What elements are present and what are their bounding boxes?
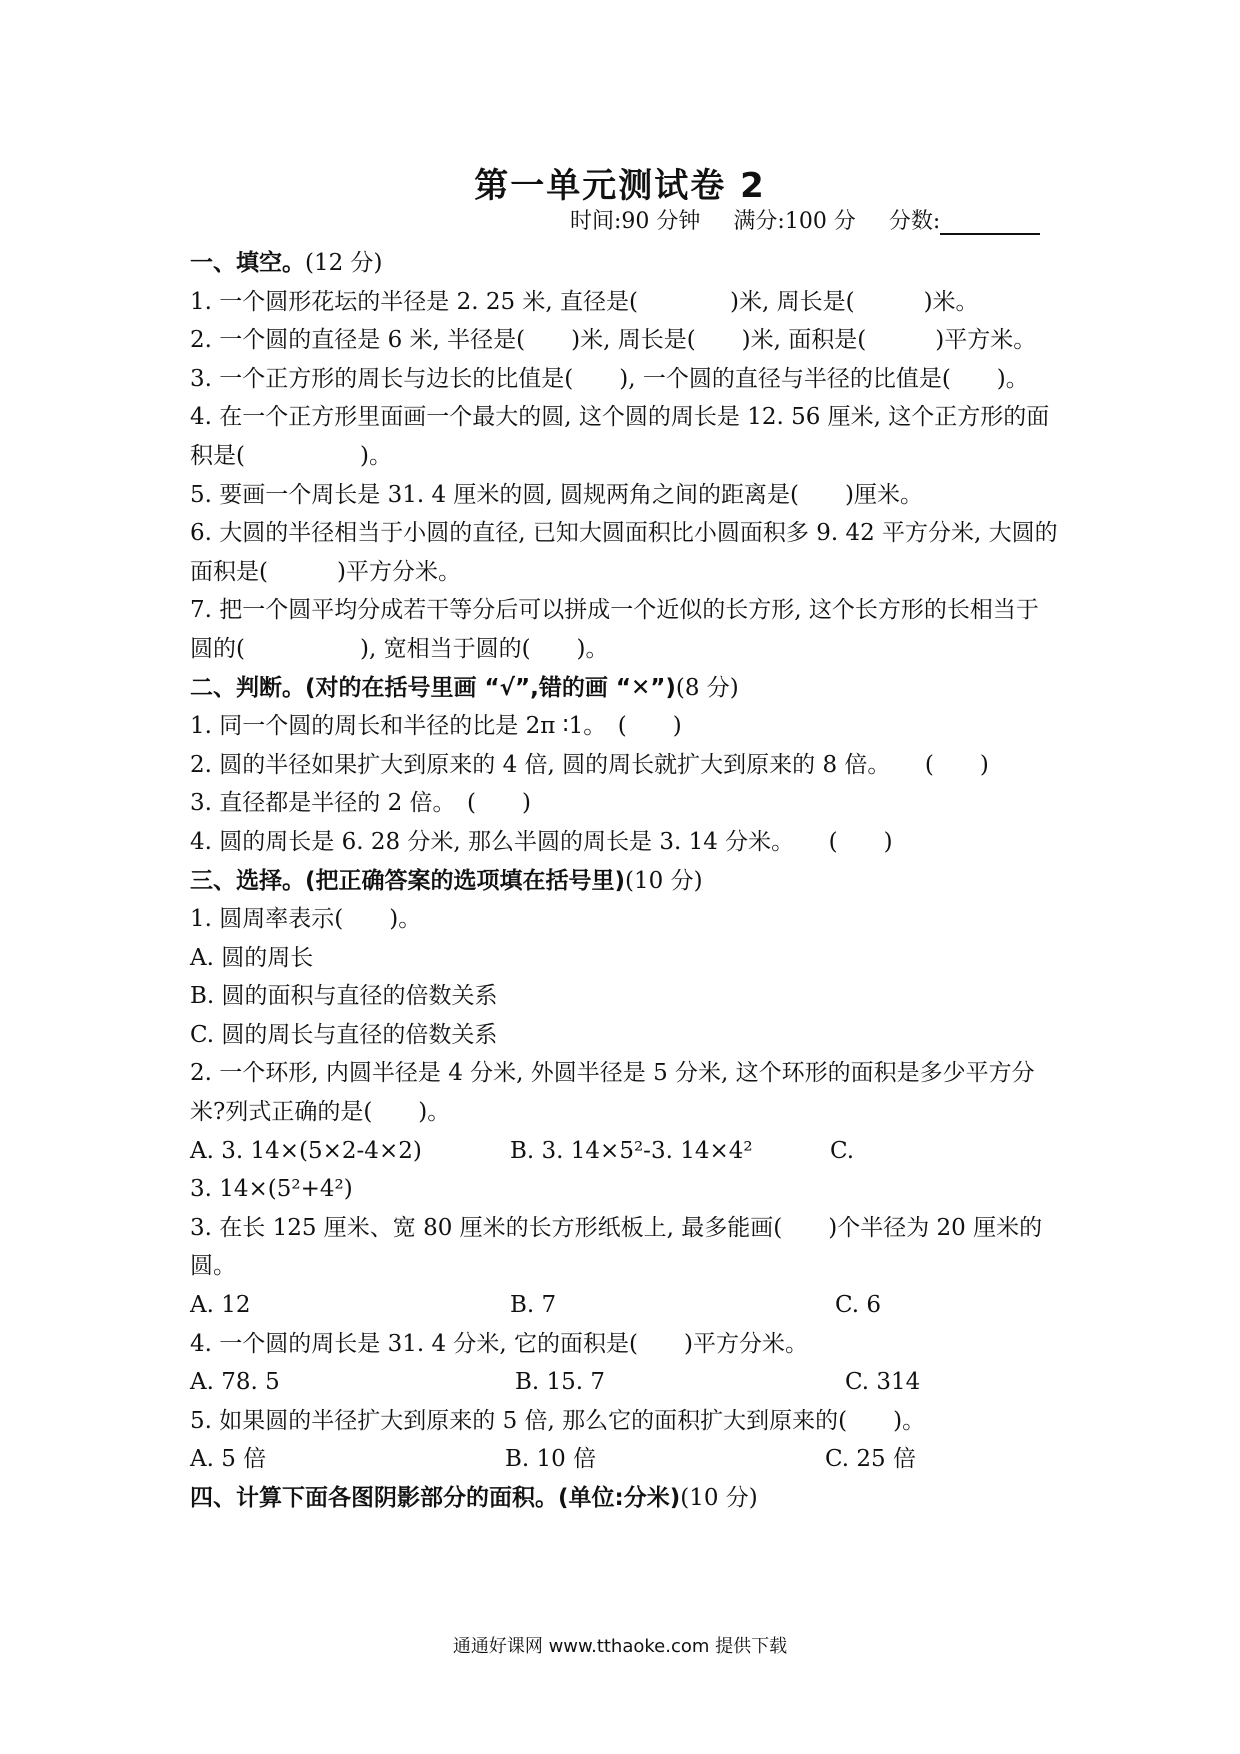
question: 2. 一个环形, 内圆半径是 4 分米, 外圆半径是 5 分米, 这个环形的面积是多少平方分米?列式正确的是( )。	[190, 1060, 1035, 1126]
option-row	[190, 1440, 1060, 1479]
option: A. 圆的周长	[190, 944, 314, 971]
option-continued: 3. 14×(5²+4²)	[190, 1176, 353, 1203]
score-label: 分数:	[888, 209, 941, 234]
option-row	[190, 1286, 1060, 1325]
question: 1. 同一个圆的周长和半径的比是 2π ∶1。 ( )	[190, 713, 682, 740]
question: 1. 圆周率表示( )。	[190, 906, 422, 933]
option-row	[190, 1132, 1060, 1171]
section-points: (12 分)	[305, 250, 383, 276]
question: 7. 把一个圆平均分成若干等分后可以拼成一个近似的长方形, 这个长方形的长相当于圆的( ), 宽相当于圆的( )。	[190, 597, 1039, 662]
option: B. 圆的面积与直径的倍数关系	[190, 983, 498, 1010]
section-true-false	[190, 669, 1060, 708]
section-points: (10 分)	[680, 1485, 758, 1511]
option: B. 15. 7	[515, 1369, 606, 1396]
question: 6. 大圆的半径相当于小圆的直径, 已知大圆面积比小圆面积多 9. 42 平方分米, 大圆的面积是( )平方分米。	[190, 520, 1058, 585]
question: 2. 一个圆的直径是 6 米, 半径是( )米, 周长是( )米, 面积是( )平方米。	[190, 327, 1037, 354]
section-title: 三、选择。(把正确答案的选项填在括号里)	[190, 867, 626, 894]
option: C.	[830, 1137, 855, 1164]
question: 4. 圆的周长是 6. 28 分米, 那么半圆的周长是 3. 14 分米。 ( )	[190, 828, 893, 855]
footer-watermark: 通通好课网 www.tthaoke.com 提供下载	[452, 1636, 788, 1657]
question: 5. 要画一个周长是 31. 4 厘米的圆, 圆规两角之间的距离是( )厘米。	[190, 481, 923, 508]
option: A. 5 倍	[190, 1446, 267, 1473]
option: B. 3. 14×5²-3. 14×4²	[510, 1137, 753, 1164]
question: 5. 如果圆的半径扩大到原来的 5 倍, 那么它的面积扩大到原来的( )。	[190, 1407, 926, 1434]
section-multiple-choice	[190, 862, 1060, 901]
option: B. 10 倍	[505, 1446, 597, 1473]
time-limit: 时间:90 分钟	[570, 209, 701, 234]
section-title: 四、计算下面各图阴影部分的面积。(单位:分米)	[190, 1485, 681, 1511]
exam-meta	[570, 204, 1040, 235]
section-points: (8 分)	[675, 674, 739, 701]
question: 2. 圆的半径如果扩大到原来的 4 倍, 圆的周长就扩大到原来的 8 倍。 ( )	[190, 751, 989, 778]
question: 3. 一个正方形的周长与边长的比值是( ), 一个圆的直径与半径的比值是( )。	[190, 365, 1029, 392]
option: C. 314	[845, 1369, 921, 1396]
option: A. 78. 5	[190, 1369, 280, 1396]
section-points: (10 分)	[625, 867, 703, 894]
option: C. 圆的周长与直径的倍数关系	[190, 1021, 498, 1048]
option: C. 6	[835, 1292, 882, 1319]
section-title: 一、填空。	[190, 250, 305, 276]
question: 4. 一个圆的周长是 31. 4 分米, 它的面积是( )平方分米。	[190, 1330, 808, 1357]
exam-content	[190, 244, 1060, 1518]
question: 1. 一个圆形花坛的半径是 2. 25 米, 直径是( )米, 周长是( )米。	[190, 288, 979, 315]
option: A. 12	[190, 1292, 251, 1319]
option: C. 25 倍	[825, 1446, 916, 1473]
page-title: 第一单元测试卷 2	[474, 166, 766, 206]
full-score: 满分:100 分	[733, 209, 856, 234]
question: 4. 在一个正方形里面画一个最大的圆, 这个圆的周长是 12. 56 厘米, 这个正方形的面积是( )。	[190, 404, 1050, 469]
option-row	[190, 1363, 1060, 1402]
section-fill-in	[190, 244, 1060, 283]
section-title: 二、判断。(对的在括号里画 “√”,错的画 “✕”)	[190, 674, 676, 701]
question: 3. 在长 125 厘米、宽 80 厘米的长方形纸板上, 最多能画( )个半径为 20 厘米的圆。	[190, 1214, 1043, 1280]
section-calculation	[190, 1479, 1060, 1518]
score-blank[interactable]	[940, 211, 1040, 235]
option: B. 7	[510, 1292, 557, 1319]
option: A. 3. 14×(5×2-4×2)	[190, 1137, 422, 1164]
question: 3. 直径都是半径的 2 倍。 ( )	[190, 790, 531, 817]
